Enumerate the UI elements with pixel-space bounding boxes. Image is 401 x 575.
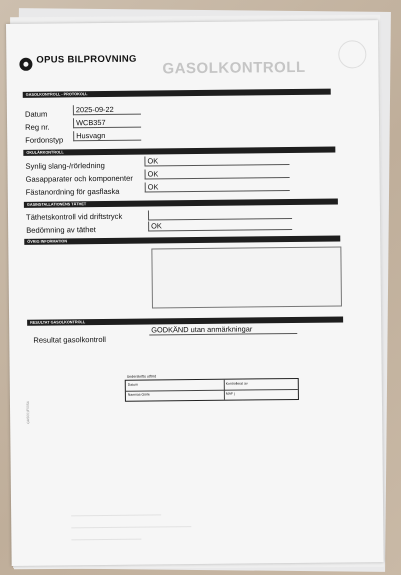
okular-item-value: OK xyxy=(145,181,290,193)
signature-kontrollerat-label: Kontrollerat av xyxy=(225,381,248,386)
resultat-label: Resultat gasolkontroll xyxy=(33,334,106,345)
signature-heading: Underskrifts utförd xyxy=(126,374,157,379)
logo-text: OPUS BILPROVNING xyxy=(36,53,137,66)
resultat-value: GODKÄND utan anmärkningar xyxy=(149,324,297,336)
datum-value: 2025-09-22 xyxy=(73,105,141,116)
show-through-line xyxy=(71,514,161,516)
opus-logo-icon xyxy=(19,58,32,71)
protocol-sheet xyxy=(6,20,384,566)
section-resultat: RESULTAT GASOLKONTROLL xyxy=(27,316,343,325)
signature-datum-label: Datum xyxy=(127,382,138,387)
show-through-line xyxy=(71,539,141,541)
signature-namn-label: Namnas Görle xyxy=(127,392,150,397)
side-code: GAS001F0054 xyxy=(25,401,31,424)
drift-value xyxy=(148,209,292,221)
signature-value: MAF j xyxy=(225,391,235,396)
ovrig-info-box xyxy=(151,247,342,309)
bedomning-label: Bedömning av täthet xyxy=(26,225,96,235)
okular-item-value: OK xyxy=(144,155,289,167)
show-through-line xyxy=(71,526,191,528)
page-title: GASOLKONTROLL xyxy=(162,58,306,78)
okular-item-label: Gasapparater och komponenter xyxy=(25,173,133,184)
okular-item-label: Fästanordning för gasflaska xyxy=(25,186,120,197)
section-ovrig: ÖVRIG INFORMATION xyxy=(24,236,340,245)
signature-box xyxy=(125,378,299,402)
section-tathet: GASINSTALLATIONENS TÄTHET xyxy=(24,199,338,208)
datum-label: Datum xyxy=(24,109,48,119)
section-protokoll: GASOLKONTROLL - PROTOKOLL xyxy=(23,89,331,98)
okular-item-label: Synlig slang-/rörledning xyxy=(25,160,105,171)
drift-label: Täthetskontroll vid driftstryck xyxy=(25,211,123,222)
okular-item-value: OK xyxy=(145,168,290,180)
fordonstyp-value: Husvagn xyxy=(73,131,141,142)
regnr-value: WCB357 xyxy=(73,118,141,129)
fordonstyp-label: Fordonstyp xyxy=(25,135,64,145)
section-okular: OKULÄRKONTROLL xyxy=(23,147,335,156)
bedomning-value: OK xyxy=(148,220,292,232)
watermark-seal-icon xyxy=(338,40,366,68)
regnr-label: Reg nr. xyxy=(25,122,50,132)
